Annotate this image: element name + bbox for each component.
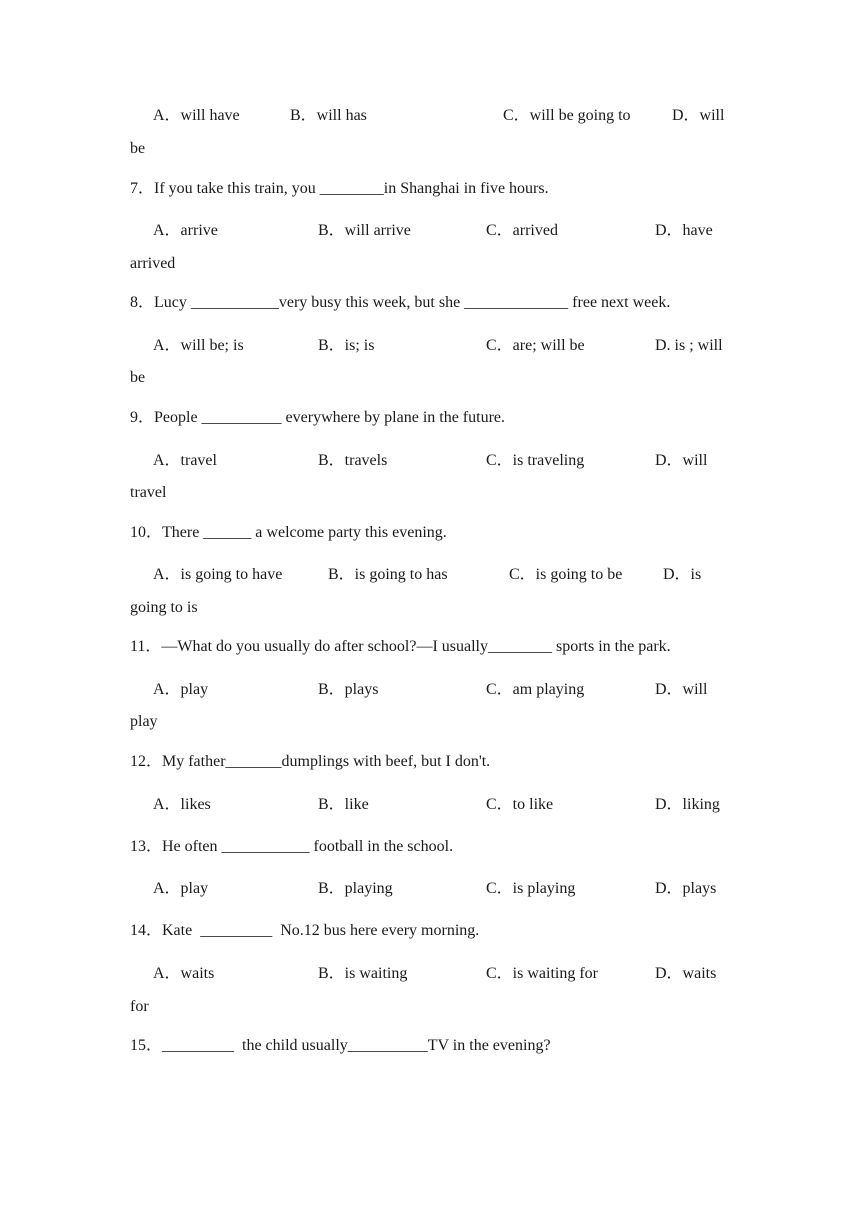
option-b: B．plays [318,681,379,698]
option-b: B．travels [318,452,388,469]
option-d-wrap: travel [130,484,167,501]
option-d: D．will [655,681,708,698]
option-d: D．liking [655,796,720,813]
option-c: C．are; will be [486,337,585,354]
option-b: B．will arrive [318,222,411,239]
question-9-stem: 9．People __________ everywhere by plane in the future. [130,409,506,426]
option-c: C．will be going to [503,107,631,124]
question-7-stem: 7．If you take this train, you ________in Shanghai in five hours. [130,180,549,197]
question-14-stem: 14．Kate _________ No.12 bus here every morning. [130,922,480,939]
option-c: C．is traveling [486,452,585,469]
option-a: A．will be; is [153,337,244,354]
option-d-wrap: be [130,140,146,157]
option-c: C．is playing [486,880,576,897]
option-d: D. is ; will [655,337,723,354]
question-12-stem: 12．My father_______dumplings with beef, but I don't. [130,753,491,770]
option-c: C．to like [486,796,554,813]
option-c: C．is going to be [509,566,623,583]
option-a: A．is going to have [153,566,283,583]
option-a: A．play [153,880,209,897]
option-c: C．am playing [486,681,585,698]
option-d: D．will [672,107,725,124]
option-d: D．plays [655,880,717,897]
option-a: A．likes [153,796,211,813]
option-d-wrap: arrived [130,255,176,272]
option-d: D．waits [655,965,717,982]
question-8-stem: 8．Lucy ___________very busy this week, but she _____________ free next week. [130,294,671,311]
option-b: B．is going to has [328,566,448,583]
option-b: B．will has [290,107,367,124]
option-c: C．is waiting for [486,965,598,982]
option-b: B．playing [318,880,393,897]
option-a: A．play [153,681,209,698]
option-a: A．will have [153,107,240,124]
option-d-wrap: going to is [130,599,198,616]
option-d-wrap: for [130,998,149,1015]
option-d: D．have [655,222,713,239]
question-15-stem: 15．_________ the child usually__________TV in the evening? [130,1037,551,1054]
option-d-wrap: be [130,369,146,386]
option-d: D．will [655,452,708,469]
option-b: B．is waiting [318,965,408,982]
question-13-stem: 13．He often ___________ football in the school. [130,838,454,855]
option-a: A．arrive [153,222,218,239]
question-11-stem: 11．—What do you usually do after school?—I usually________ sports in the park. [130,638,671,655]
question-10-stem: 10．There ______ a welcome party this evening. [130,524,447,541]
option-b: B．is; is [318,337,375,354]
option-a: A．waits [153,965,215,982]
option-d-wrap: play [130,713,158,730]
option-b: B．like [318,796,369,813]
option-a: A．travel [153,452,217,469]
option-d: D．is [663,566,702,583]
option-c: C．arrived [486,222,558,239]
